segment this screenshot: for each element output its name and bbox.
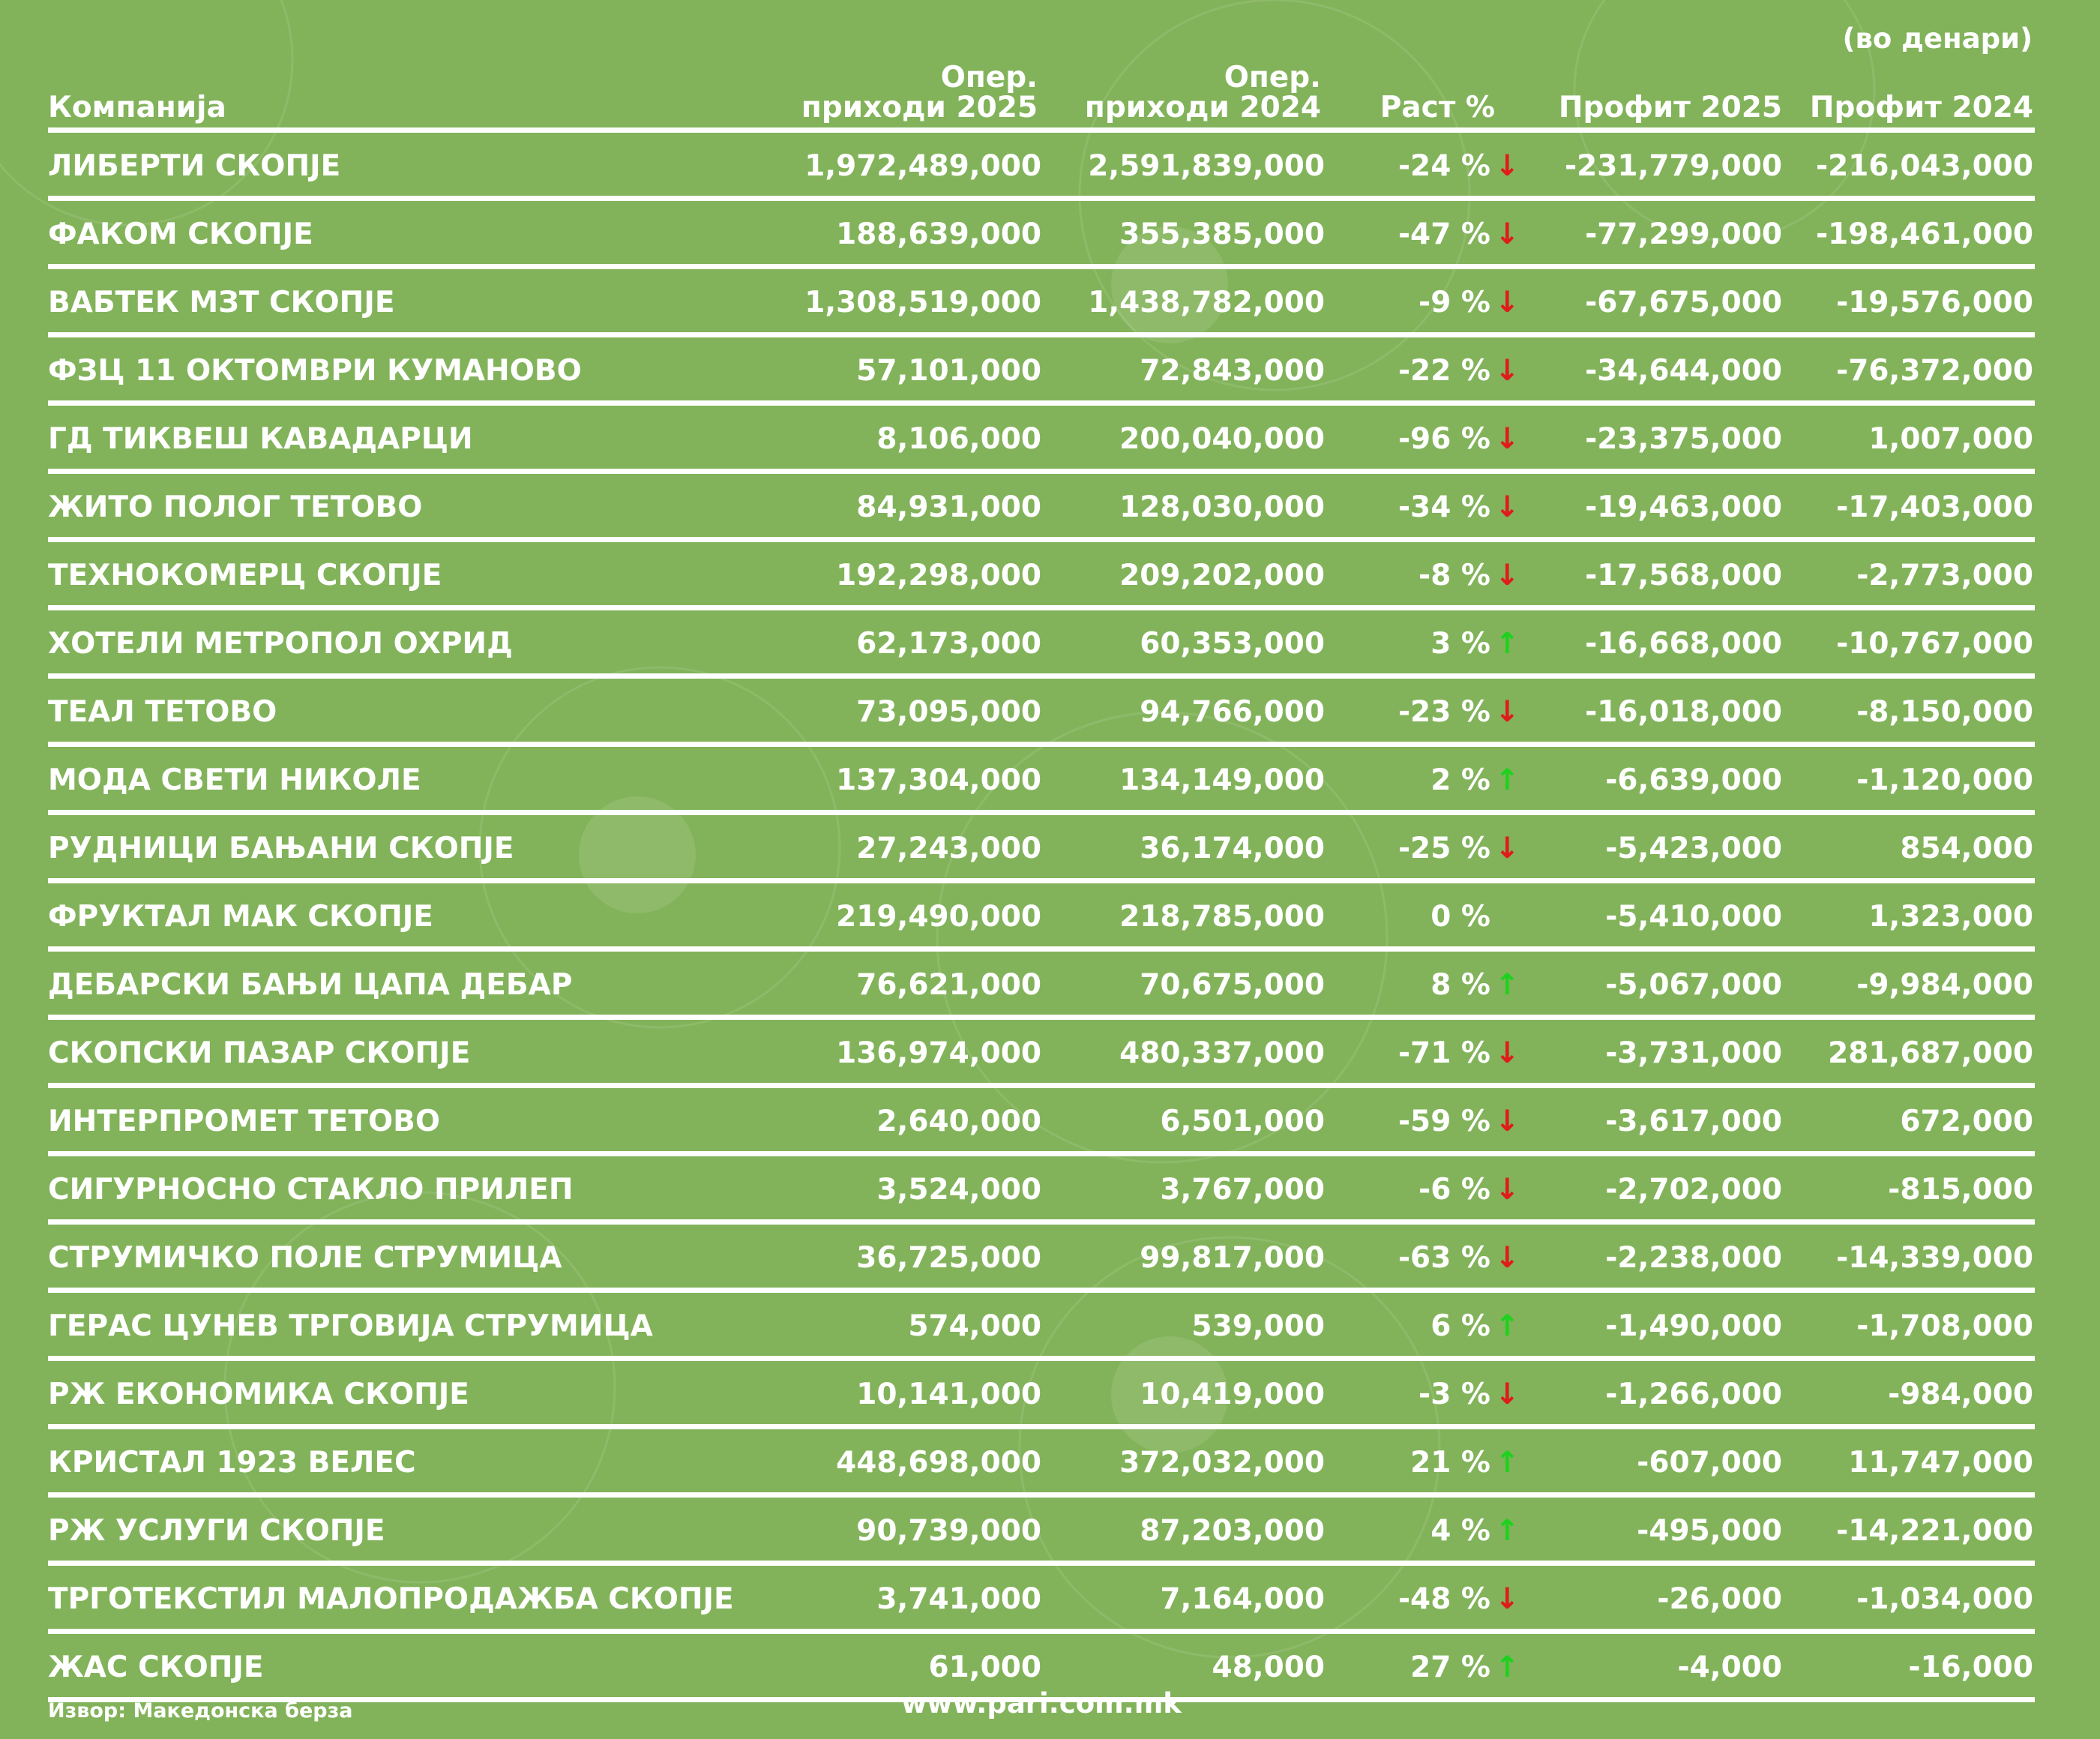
revenue-2025: 219,490,000 [836, 900, 1041, 934]
profit-2024: -17,403,000 [1836, 490, 2033, 524]
profit-2025: -16,018,000 [1585, 695, 1782, 729]
table-row [48, 1498, 2035, 1566]
profit-2024: 11,747,000 [1848, 1446, 2033, 1480]
growth-percent [1430, 1293, 1522, 1356]
header-revenue-2025-line1: Опер. [940, 61, 1038, 94]
revenue-2025: 84,931,000 [856, 490, 1041, 524]
profit-2024: -10,767,000 [1836, 627, 2033, 661]
revenue-2025: 61,000 [928, 1651, 1041, 1684]
growth-percent [1430, 747, 1522, 810]
table-row [48, 679, 2035, 747]
revenue-2024: 134,149,000 [1119, 763, 1325, 797]
growth-value: 21 % [1410, 1446, 1490, 1480]
profit-2025: -3,617,000 [1605, 1105, 1782, 1138]
arrow-down-icon: ↓ [1495, 1378, 1520, 1411]
arrow-up-icon: ↑ [1495, 1514, 1520, 1548]
profit-2025: -6,639,000 [1605, 763, 1782, 797]
profit-2024: 1,323,000 [1868, 900, 2033, 934]
revenue-2024: 94,766,000 [1140, 695, 1325, 729]
revenue-2024: 218,785,000 [1119, 900, 1325, 934]
company-name: КРИСТАЛ 1923 ВЕЛЕС [48, 1446, 416, 1480]
companies-table [48, 45, 2035, 1702]
company-name: ЖАС СКОПЈЕ [48, 1651, 264, 1684]
arrow-down-icon: ↓ [1495, 559, 1520, 592]
revenue-2024: 200,040,000 [1119, 422, 1325, 456]
table-row [48, 610, 2035, 679]
revenue-2024: 128,030,000 [1119, 490, 1325, 524]
revenue-2025: 136,974,000 [836, 1036, 1041, 1070]
arrow-down-icon: ↓ [1495, 149, 1520, 183]
arrow-down-icon: ↓ [1495, 832, 1520, 865]
table-row [48, 133, 2035, 201]
profit-2024: -14,339,000 [1836, 1241, 2033, 1275]
revenue-2025: 90,739,000 [856, 1514, 1041, 1548]
growth-percent [1398, 1225, 1522, 1288]
revenue-2025: 1,308,519,000 [804, 286, 1041, 319]
revenue-2025: 3,524,000 [876, 1173, 1041, 1207]
growth-value: 6 % [1430, 1309, 1490, 1343]
growth-value: -22 % [1398, 354, 1490, 388]
company-name: ДЕБАРСКИ БАЊИ ЦАПА ДЕБАР [48, 968, 573, 1002]
growth-value: -63 % [1398, 1241, 1490, 1275]
profit-2025: -2,702,000 [1605, 1173, 1782, 1207]
arrow-up-icon: ↑ [1495, 627, 1520, 661]
revenue-2025: 62,173,000 [856, 627, 1041, 661]
table-row [48, 747, 2035, 815]
profit-2025: -19,463,000 [1585, 490, 1782, 524]
profit-2025: -1,266,000 [1605, 1378, 1782, 1411]
table-row [48, 1088, 2035, 1156]
growth-value: 2 % [1430, 763, 1490, 797]
revenue-2024: 355,385,000 [1119, 217, 1325, 251]
revenue-2024: 10,419,000 [1140, 1378, 1325, 1411]
profit-2024: 281,687,000 [1828, 1036, 2033, 1070]
growth-value: -34 % [1398, 490, 1490, 524]
profit-2024: -8,150,000 [1856, 695, 2033, 729]
growth-value: -47 % [1398, 217, 1490, 251]
company-name: ТЕХНОКОМЕРЦ СКОПЈЕ [48, 559, 442, 592]
profit-2024: -1,708,000 [1856, 1309, 2033, 1343]
company-name: ХОТЕЛИ МЕТРОПОЛ ОХРИД [48, 627, 513, 661]
profit-2025: -5,410,000 [1605, 900, 1782, 934]
revenue-2024: 72,843,000 [1140, 354, 1325, 388]
revenue-2024: 209,202,000 [1119, 559, 1325, 592]
revenue-2025: 192,298,000 [836, 559, 1041, 592]
revenue-2024: 87,203,000 [1140, 1514, 1325, 1548]
table-row [48, 815, 2035, 883]
source-note: Извор: Македонска берза [48, 1699, 353, 1723]
arrow-down-icon: ↓ [1495, 1582, 1520, 1616]
company-name: ГД ТИКВЕШ КАВАДАРЦИ [48, 422, 473, 456]
revenue-2025: 10,141,000 [856, 1378, 1041, 1411]
growth-percent [1398, 201, 1522, 264]
growth-percent [1398, 406, 1522, 469]
table-row [48, 1566, 2035, 1634]
company-name: РУДНИЦИ БАЊАНИ СКОПЈЕ [48, 832, 514, 865]
revenue-2024: 48,000 [1212, 1651, 1325, 1684]
arrow-up-icon: ↑ [1495, 968, 1520, 1002]
footer [48, 1686, 2035, 1731]
table-header [48, 45, 2035, 133]
company-name: МОДА СВЕТИ НИКОЛЕ [48, 763, 421, 797]
revenue-2024: 60,353,000 [1140, 627, 1325, 661]
profit-2025: -3,731,000 [1605, 1036, 1782, 1070]
arrow-down-icon: ↓ [1495, 422, 1520, 456]
revenue-2025: 448,698,000 [836, 1446, 1041, 1480]
growth-percent [1418, 542, 1522, 605]
table-row [48, 269, 2035, 337]
growth-value: 27 % [1410, 1651, 1490, 1684]
header-revenue-2024 [1085, 63, 1321, 123]
header-revenue-2024-line2: приходи 2024 [1084, 91, 1321, 124]
revenue-2024: 1,438,782,000 [1088, 286, 1325, 319]
table-row [48, 406, 2035, 474]
currency-unit-note: (во денари) [1842, 22, 2033, 55]
profit-2025: -607,000 [1637, 1446, 1782, 1480]
profit-2025: -67,675,000 [1585, 286, 1782, 319]
revenue-2025: 36,725,000 [856, 1241, 1041, 1275]
growth-percent [1398, 474, 1522, 537]
arrow-down-icon: ↓ [1495, 695, 1520, 729]
profit-2024: 672,000 [1900, 1105, 2033, 1138]
arrow-up-icon: ↑ [1495, 1651, 1520, 1684]
revenue-2024: 372,032,000 [1119, 1446, 1325, 1480]
revenue-2024: 7,164,000 [1160, 1582, 1325, 1616]
revenue-2024: 36,174,000 [1140, 832, 1325, 865]
company-name: СКОПСКИ ПАЗАР СКОПЈЕ [48, 1036, 471, 1070]
company-name: ТРГОТЕКСТИЛ МАЛОПРОДАЖБА СКОПЈЕ [48, 1582, 734, 1616]
growth-percent [1398, 1088, 1522, 1151]
revenue-2024: 480,337,000 [1119, 1036, 1325, 1070]
company-name: СТРУМИЧКО ПОЛЕ СТРУМИЦА [48, 1241, 562, 1275]
table-row [48, 474, 2035, 542]
growth-percent [1430, 1498, 1522, 1561]
revenue-2024: 539,000 [1191, 1309, 1325, 1343]
revenue-2025: 188,639,000 [836, 217, 1041, 251]
growth-percent [1418, 1156, 1522, 1219]
company-name: ИНТЕРПРОМЕТ ТЕТОВО [48, 1105, 440, 1138]
revenue-2025: 1,972,489,000 [804, 149, 1041, 183]
growth-value: -59 % [1398, 1105, 1490, 1138]
growth-value: 4 % [1430, 1514, 1490, 1548]
company-name: ФРУКТАЛ МАК СКОПЈЕ [48, 900, 433, 934]
growth-percent [1398, 133, 1522, 196]
growth-percent [1398, 337, 1522, 400]
profit-2024: -216,043,000 [1815, 149, 2033, 183]
profit-2025: -5,423,000 [1605, 832, 1782, 865]
revenue-2025: 137,304,000 [836, 763, 1041, 797]
header-profit-2024: Профит 2024 [1809, 91, 2033, 124]
growth-percent [1398, 1566, 1522, 1629]
arrow-up-icon: ↑ [1495, 763, 1520, 797]
growth-percent [1410, 1429, 1522, 1492]
table-row [48, 201, 2035, 269]
company-name: ФАКОМ СКОПЈЕ [48, 217, 313, 251]
table-body [48, 133, 2035, 1702]
profit-2025: -34,644,000 [1585, 354, 1782, 388]
growth-percent [1430, 883, 1522, 946]
arrow-up-icon: ↑ [1495, 1446, 1520, 1480]
revenue-2024: 6,501,000 [1160, 1105, 1325, 1138]
profit-2025: -1,490,000 [1605, 1309, 1782, 1343]
table-row [48, 1293, 2035, 1361]
profit-2025: -26,000 [1657, 1582, 1782, 1616]
company-name: СИГУРНОСНО СТАКЛО ПРИЛЕП [48, 1173, 574, 1207]
revenue-2025: 8,106,000 [876, 422, 1041, 456]
revenue-2024: 70,675,000 [1140, 968, 1325, 1002]
growth-percent [1430, 610, 1522, 673]
profit-2025: -17,568,000 [1585, 559, 1782, 592]
profit-2024: -1,034,000 [1856, 1582, 2033, 1616]
growth-value: 0 % [1430, 900, 1490, 934]
revenue-2025: 2,640,000 [876, 1105, 1041, 1138]
header-company: Компанија [48, 91, 226, 124]
growth-value: -3 % [1418, 1378, 1490, 1411]
website-label: www.pari.com.mk [901, 1687, 1182, 1720]
growth-percent [1418, 269, 1522, 332]
growth-percent [1418, 1361, 1522, 1424]
growth-value: -24 % [1398, 149, 1490, 183]
arrow-up-icon: ↑ [1495, 1309, 1520, 1343]
growth-value: -96 % [1398, 422, 1490, 456]
growth-value: -71 % [1398, 1036, 1490, 1070]
table-row [48, 1429, 2035, 1498]
profit-2024: -76,372,000 [1836, 354, 2033, 388]
growth-percent [1398, 815, 1522, 878]
profit-2024: -19,576,000 [1836, 286, 2033, 319]
company-name: РЖ УСЛУГИ СКОПЈЕ [48, 1514, 385, 1548]
arrow-down-icon: ↓ [1495, 1036, 1520, 1070]
profit-2024: -1,120,000 [1856, 763, 2033, 797]
arrow-down-icon: ↓ [1495, 354, 1520, 388]
profit-2024: -2,773,000 [1856, 559, 2033, 592]
growth-value: -48 % [1398, 1582, 1490, 1616]
profit-2024: -198,461,000 [1815, 217, 2033, 251]
growth-value: 3 % [1430, 627, 1490, 661]
profit-2024: -815,000 [1888, 1173, 2033, 1207]
company-name: ЛИБЕРТИ СКОПЈЕ [48, 149, 341, 183]
revenue-2025: 57,101,000 [856, 354, 1041, 388]
header-profit-2025: Профит 2025 [1558, 91, 1782, 124]
table-row [48, 1020, 2035, 1088]
growth-percent [1398, 1020, 1522, 1083]
profit-2025: -23,375,000 [1585, 422, 1782, 456]
revenue-2024: 99,817,000 [1140, 1241, 1325, 1275]
company-name: РЖ ЕКОНОМИКА СКОПЈЕ [48, 1378, 469, 1411]
growth-value: -9 % [1418, 286, 1490, 319]
arrow-down-icon: ↓ [1495, 1105, 1520, 1138]
table-row [48, 952, 2035, 1020]
revenue-2025: 73,095,000 [856, 695, 1041, 729]
table-row [48, 542, 2035, 610]
growth-value: -23 % [1398, 695, 1490, 729]
growth-value: -6 % [1418, 1173, 1490, 1207]
table-row [48, 1225, 2035, 1293]
arrow-down-icon: ↓ [1495, 286, 1520, 319]
table-row [48, 1361, 2035, 1429]
company-name: ФЗЦ 11 ОКТОМВРИ КУМАНОВО [48, 354, 582, 388]
profit-2024: 1,007,000 [1868, 422, 2033, 456]
profit-2025: -4,000 [1677, 1651, 1782, 1684]
company-name: ТЕАЛ ТЕТОВО [48, 695, 277, 729]
profit-2024: -984,000 [1888, 1378, 2033, 1411]
revenue-2024: 3,767,000 [1160, 1173, 1325, 1207]
company-name: ЖИТО ПОЛОГ ТЕТОВО [48, 490, 423, 524]
profit-2025: -5,067,000 [1605, 968, 1782, 1002]
revenue-2024: 2,591,839,000 [1088, 149, 1325, 183]
profit-2025: -2,238,000 [1605, 1241, 1782, 1275]
revenue-2025: 76,621,000 [856, 968, 1041, 1002]
growth-value: -25 % [1398, 832, 1490, 865]
profit-2025: -495,000 [1637, 1514, 1782, 1548]
arrow-down-icon: ↓ [1495, 490, 1520, 524]
profit-2024: 854,000 [1900, 832, 2033, 865]
profit-2024: -14,221,000 [1836, 1514, 2033, 1548]
company-name: ВАБТЕК МЗТ СКОПЈЕ [48, 286, 395, 319]
profit-2024: -16,000 [1908, 1651, 2033, 1684]
arrow-down-icon: ↓ [1495, 1173, 1520, 1207]
profit-2024: -9,984,000 [1856, 968, 2033, 1002]
revenue-2025: 27,243,000 [856, 832, 1041, 865]
growth-value: 8 % [1430, 968, 1490, 1002]
growth-percent [1398, 679, 1522, 742]
header-revenue-2024-line1: Опер. [1224, 61, 1321, 94]
growth-value: -8 % [1418, 559, 1490, 592]
profit-2025: -77,299,000 [1585, 217, 1782, 251]
arrow-down-icon: ↓ [1495, 217, 1520, 251]
table-row [48, 337, 2035, 406]
arrow-down-icon: ↓ [1495, 1241, 1520, 1275]
table-row [48, 1156, 2035, 1225]
profit-2025: -231,779,000 [1564, 149, 1782, 183]
header-revenue-2025-line2: приходи 2025 [801, 91, 1038, 124]
growth-percent [1430, 952, 1522, 1015]
header-growth: Раст % [1380, 91, 1495, 124]
header-revenue-2025 [801, 63, 1038, 123]
profit-2025: -16,668,000 [1585, 627, 1782, 661]
table-row [48, 883, 2035, 952]
company-name: ГЕРАС ЦУНЕВ ТРГОВИЈА СТРУМИЦА [48, 1309, 653, 1343]
revenue-2025: 3,741,000 [876, 1582, 1041, 1616]
revenue-2025: 574,000 [908, 1309, 1041, 1343]
